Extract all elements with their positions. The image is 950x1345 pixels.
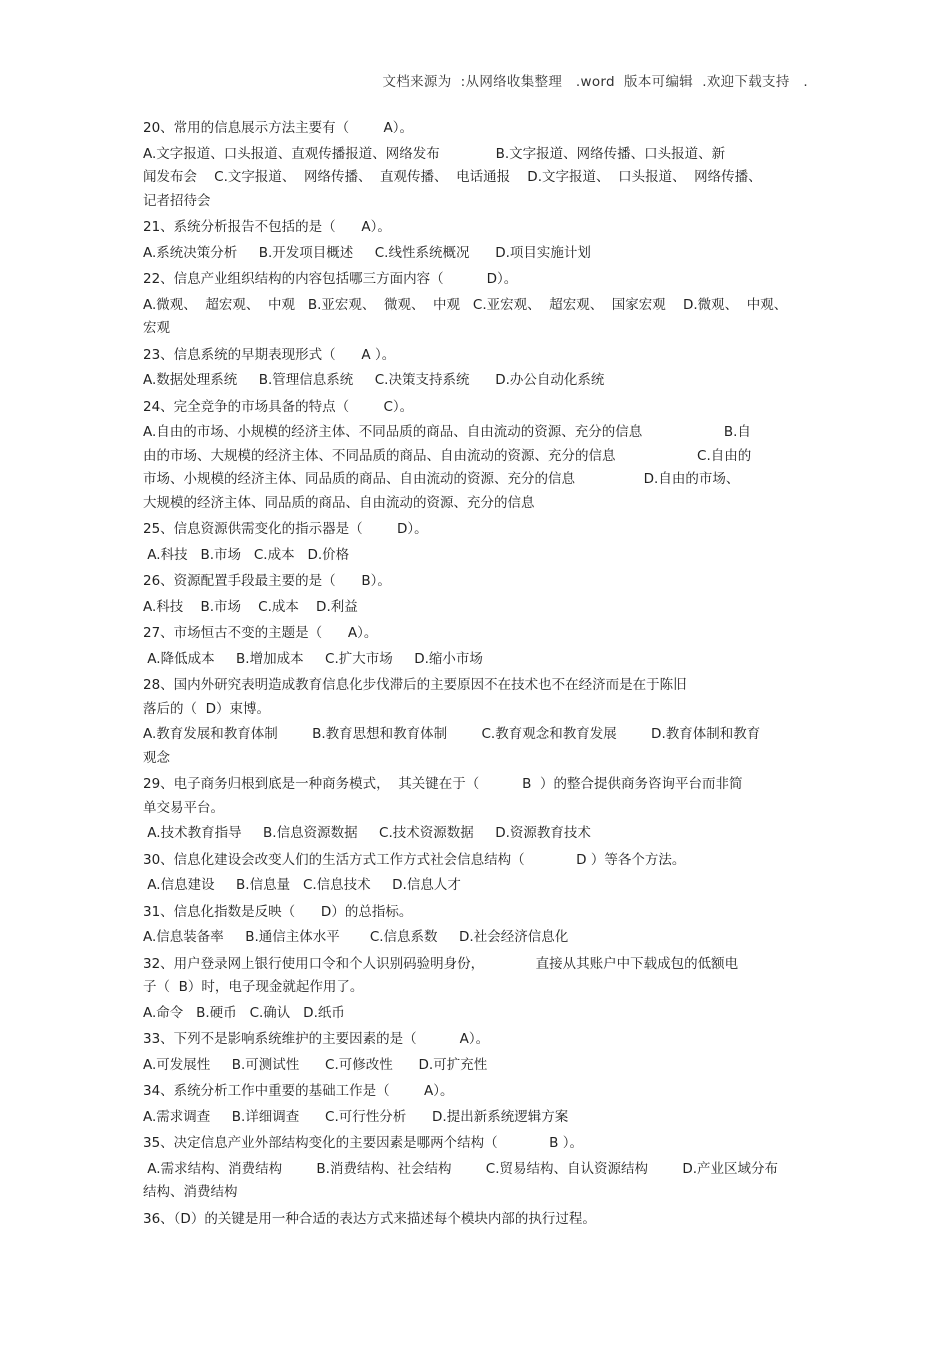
- question-options: A.信息建设 B.信息量 C.信息技术 D.信息人才: [143, 877, 461, 893]
- question-stem: 35、决定信息产业外部结构变化的主要因素是哪两个结构（ B ）。: [143, 1135, 583, 1151]
- question-options: A.文字报道、口头报道、直观传播报道、网络发布 B.文字报道、网络传播、口头报道、新 闻发布会 C.文字报道、 网络传播、 直观传播、 电话通报 D.文字报道、 口头报道、 网络传播、 记者招待会: [143, 145, 762, 209]
- question-options: A.自由的市场、小规模的经济主体、不同品质的商品、自由流动的资源、充分的信息 B.自 由的市场、大规模的经济主体、不同品质的商品、自由流动的资源、充分的信息 C.自由的 市场、小规模的经济主体、同品质的商品、自由流动的资源、充分的信息 D.自由的市场、 大规模的经济主体、同品质的商品、自由流动的资源、充分的信息: [143, 424, 752, 511]
- question-options: A.降低成本 B.增加成本 C.扩大市场 D.缩小市场: [143, 650, 483, 667]
- question-21: [143, 216, 811, 265]
- question-23: [143, 344, 811, 393]
- question-20: [143, 117, 811, 213]
- question-stem: 28、国内外研究表明造成教育信息化步伐滞后的主要原因不在技术也不在经济而是在于陈旧 落后的（ D）束博。: [143, 677, 687, 717]
- question-stem: 32、用户登录网上银行使用口令和个人识别码验明身份， 直接从其账户中下载成包的低额电 子（ B）时，电子现金就起作用了。: [143, 955, 739, 995]
- question-options: A.命令 B.硬币 C.确认 D.纸币: [143, 1004, 345, 1021]
- question-stem: 31、信息化指数是反映（ D）的总指标。: [143, 903, 413, 920]
- question-stem: 30、信息化建设会改变人们的生活方式工作方式社会信息结构（ D ）等各个方法。: [143, 851, 686, 868]
- question-options: A.科技 B.市场 C.成本 D.价格: [143, 546, 350, 563]
- question-options: A.数据处理系统 B.管理信息系统 C.决策支持系统 D.办公自动化系统: [143, 372, 605, 388]
- question-30: [143, 849, 811, 898]
- question-24: [143, 396, 811, 516]
- question-options: A.系统决策分析 B.开发项目概述 C.线性系统概况 D.项目实施计划: [143, 244, 591, 261]
- question-list: [143, 117, 811, 1233]
- question-35: [143, 1132, 811, 1205]
- question-stem: 29、电子商务归根到底是一种商务模式， 其关键在于（ B ）的整合提供商务咨询平台而非简 单交易平台。: [143, 776, 743, 816]
- question-stem: 33、下列不是影响系统维护的主要因素的是（ A）。: [143, 1031, 490, 1047]
- question-stem: 23、信息系统的早期表现形式（ A ）。: [143, 346, 396, 363]
- question-27: [143, 622, 811, 671]
- question-options: A.可发展性 B.可测试性 C.可修改性 D.可扩充性: [143, 1056, 488, 1073]
- question-28: [143, 674, 811, 770]
- question-stem: 34、系统分析工作中重要的基础工作是（ A）。: [143, 1083, 454, 1099]
- question-options: A.科技 B.市场 C.成本 D.利益: [143, 598, 358, 615]
- question-stem: 25、信息资源供需变化的指示器是（ D）。: [143, 521, 428, 537]
- page-header: 文档来源为 :从网络收集整理 .word 版本可编辑 .欢迎下载支持 .: [382, 74, 808, 90]
- question-options: A.教育发展和教育体制 B.教育思想和教育体制 C.教育观念和教育发展 D.教育体制和教育 观念: [143, 726, 761, 766]
- question-26: [143, 570, 811, 619]
- question-options: A.信息装备率 B.通信主体水平 C.信息系数 D.社会经济信息化: [143, 929, 569, 945]
- question-stem: 26、资源配置手段最主要的是（ B）。: [143, 573, 391, 589]
- question-options: A.需求结构、消费结构 B.消费结构、社会结构 C.贸易结构、自认资源结构 D.产业区域分布 结构、消费结构: [143, 1160, 779, 1200]
- question-stem: 21、系统分析报告不包括的是（ A）。: [143, 219, 391, 235]
- question-options: A.需求调查 B.详细调查 C.可行性分析 D.提出新系统逻辑方案: [143, 1108, 569, 1125]
- question-stem: 36、（D）的关键是用一种合适的表达方式来描述每个模块内部的执行过程。: [143, 1210, 596, 1227]
- question-31: [143, 901, 811, 950]
- question-options: A.微观、 超宏观、 中观 B.亚宏观、 微观、 中观 C.亚宏观、 超宏观、 国家宏观 D.微观、 中观、 宏观: [143, 296, 788, 336]
- question-stem: 24、完全竞争的市场具备的特点（ C）。: [143, 398, 414, 415]
- question-options: A.技术教育指导 B.信息资源数据 C.技术资源数据 D.资源教育技术: [143, 825, 591, 841]
- question-stem: 20、常用的信息展示方法主要有（ A）。: [143, 120, 413, 136]
- question-stem: 27、市场恒古不变的主题是（ A）。: [143, 625, 378, 641]
- question-36: [143, 1208, 811, 1232]
- question-22: [143, 268, 811, 341]
- question-25: [143, 518, 811, 567]
- question-29: [143, 773, 811, 846]
- question-34: [143, 1080, 811, 1129]
- question-32: [143, 953, 811, 1026]
- question-stem: 22、信息产业组织结构的内容包括哪三方面内容（ D）。: [143, 271, 518, 287]
- question-33: [143, 1028, 811, 1077]
